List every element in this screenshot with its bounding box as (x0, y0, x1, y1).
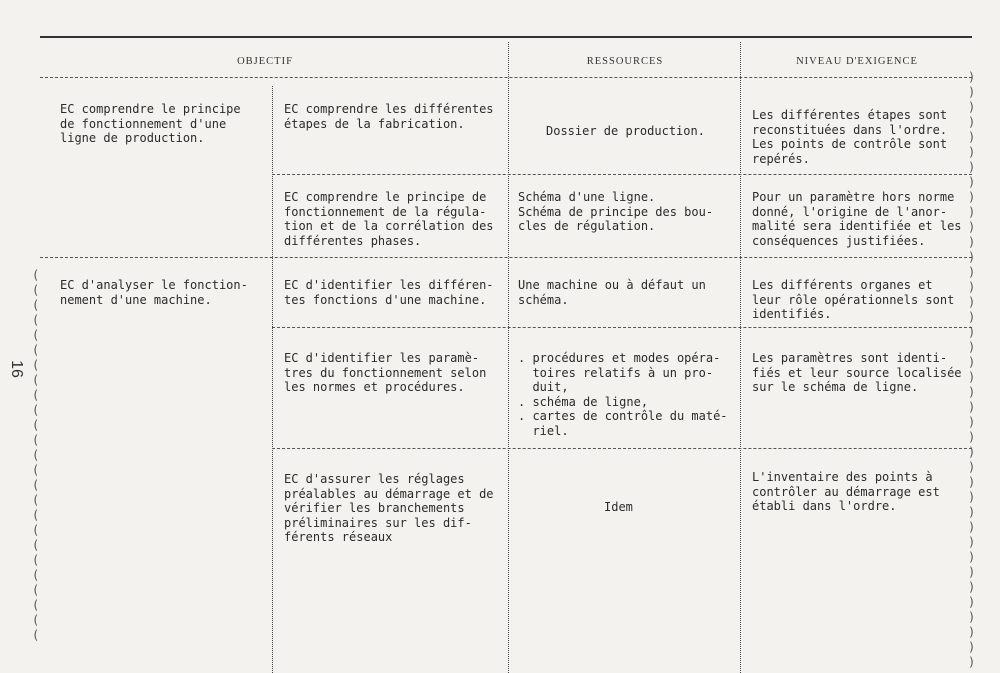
requirement-cell: Les paramètres sont identi- fiés et leur source localisée sur le schéma de ligne. (752, 351, 962, 395)
row-separator-2 (40, 257, 972, 258)
general-objective-1: EC comprendre le principe de fonctionnement d'une ligne de production. (60, 102, 241, 146)
column-divider-3 (740, 42, 741, 673)
row-separator-4 (272, 448, 972, 449)
objective-cell: EC d'identifier les différen- tes fonctions d'une machine. (284, 278, 494, 307)
header-objectif: OBJECTIF (237, 56, 293, 67)
requirement-cell: L'inventaire des points à contrôler au démarrage est établi dans l'ordre. (752, 470, 940, 514)
resource-cell: Idem (604, 500, 633, 514)
row-separator-1 (272, 174, 972, 175)
header-niveau: NIVEAU D'EXIGENCE (796, 56, 918, 67)
header-separator (40, 77, 972, 78)
requirement-cell: Les différents organes et leur rôle opérationnels sont identifiés. (752, 278, 955, 322)
page-number: 16 (7, 360, 25, 378)
right-margin-marks: ) ) ) ) ) ) ) ) ) ) ) ) ) ) ) ) ) ) ) ) ) ) ) ) ) ) ) ) ) ) ) ) ) ) ) ) ) ) ) ) (968, 70, 976, 669)
objective-cell: EC d'assurer les réglages préalables au démarrage et de vérifier les branchements préliminaires sur les dif- férents réseaux (284, 472, 494, 545)
header-ressources: RESSOURCES (586, 56, 664, 67)
resource-cell: . procédures et modes opéra- toires relatifs à un pro- duit, . schéma de ligne, . cartes de contrôle du maté- riel. (518, 351, 728, 438)
objective-cell: EC comprendre les différentes étapes de la fabrication. (284, 102, 494, 131)
resource-cell: Dossier de production. (546, 124, 705, 138)
resource-cell: Une machine ou à défaut un schéma. (518, 278, 706, 307)
column-divider-2 (508, 42, 509, 673)
objective-cell: EC d'identifier les paramè- tres du fonctionnement selon les normes et procédures. (284, 351, 487, 395)
resource-cell: Schéma d'une ligne. Schéma de principe des bou- cles de régulation. (518, 190, 714, 234)
left-margin-marks: ( ( ( ( ( ( ( ( ( ( ( ( ( ( ( ( ( ( ( ( ( ( ( ( ( (32, 268, 40, 642)
row-separator-3 (272, 327, 972, 328)
objective-cell: EC comprendre le principe de fonctionnement de la régula- tion et de la corrélation des différentes phases. (284, 190, 494, 248)
top-rule (40, 36, 972, 38)
requirement-cell: Pour un paramètre hors norme donné, l'origine de l'anor- malité sera identifiée et les conséquences justifiées. (752, 190, 962, 248)
general-objective-2: EC d'analyser le fonction- nement d'une machine. (60, 278, 248, 307)
requirement-cell: Les différentes étapes sont reconstituées dans l'ordre. Les points de contrôle sont repérés. (752, 108, 948, 166)
